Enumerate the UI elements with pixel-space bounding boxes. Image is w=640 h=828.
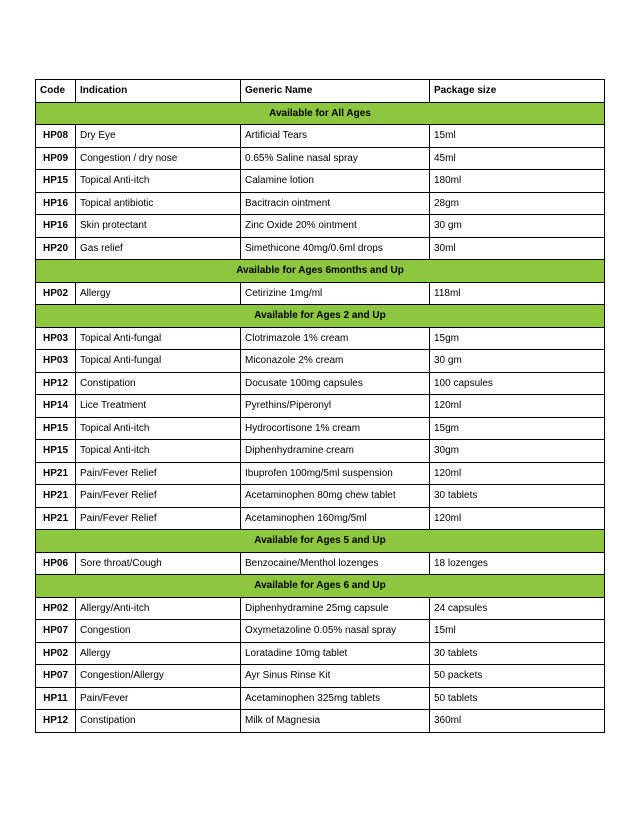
cell-indication: Allergy — [76, 282, 241, 305]
table-row — [36, 125, 605, 148]
cell-indication: Topical Anti-itch — [76, 170, 241, 193]
table-row — [36, 642, 605, 665]
table-row — [36, 372, 605, 395]
table-row — [36, 597, 605, 620]
cell-code: HP09 — [36, 147, 76, 170]
cell-code: HP12 — [36, 372, 76, 395]
cell-generic-name: Loratadine 10mg tablet — [241, 642, 430, 665]
section-header-row — [36, 305, 605, 328]
cell-indication: Skin protectant — [76, 215, 241, 238]
header-code: Code — [36, 80, 76, 103]
cell-generic-name: Diphenhydramine cream — [241, 440, 430, 463]
header-package-size: Package size — [430, 80, 605, 103]
cell-indication: Congestion / dry nose — [76, 147, 241, 170]
cell-indication: Pain/Fever — [76, 687, 241, 710]
cell-code: HP21 — [36, 485, 76, 508]
table-row — [36, 192, 605, 215]
cell-package-size: 30 tablets — [430, 642, 605, 665]
section-title: Available for Ages 2 and Up — [36, 305, 605, 328]
cell-indication: Pain/Fever Relief — [76, 507, 241, 530]
cell-code: HP08 — [36, 125, 76, 148]
cell-code: HP20 — [36, 237, 76, 260]
section-header-row — [36, 102, 605, 125]
cell-code: HP15 — [36, 417, 76, 440]
cell-generic-name: Calamine lotion — [241, 170, 430, 193]
section-title: Available for Ages 5 and Up — [36, 530, 605, 553]
cell-generic-name: Acetaminophen 160mg/5ml — [241, 507, 430, 530]
table-row — [36, 170, 605, 193]
cell-package-size: 360ml — [430, 710, 605, 733]
cell-indication: Topical Anti-itch — [76, 440, 241, 463]
cell-indication: Pain/Fever Relief — [76, 485, 241, 508]
cell-indication: Congestion — [76, 620, 241, 643]
cell-indication: Allergy/Anti-itch — [76, 597, 241, 620]
table-row — [36, 665, 605, 688]
cell-package-size: 30gm — [430, 440, 605, 463]
cell-package-size: 45ml — [430, 147, 605, 170]
header-generic-name: Generic Name — [241, 80, 430, 103]
cell-generic-name: Acetaminophen 80mg chew tablet — [241, 485, 430, 508]
cell-code: HP16 — [36, 215, 76, 238]
cell-generic-name: Miconazole 2% cream — [241, 350, 430, 373]
cell-package-size: 120ml — [430, 507, 605, 530]
cell-package-size: 18 lozenges — [430, 552, 605, 575]
cell-package-size: 120ml — [430, 395, 605, 418]
cell-generic-name: Pyrethins/Piperonyl — [241, 395, 430, 418]
cell-code: HP07 — [36, 665, 76, 688]
table-row — [36, 710, 605, 733]
cell-code: HP06 — [36, 552, 76, 575]
cell-generic-name: Acetaminophen 325mg tablets — [241, 687, 430, 710]
cell-code: HP02 — [36, 642, 76, 665]
cell-generic-name: Benzocaine/Menthol lozenges — [241, 552, 430, 575]
cell-indication: Lice Treatment — [76, 395, 241, 418]
cell-indication: Allergy — [76, 642, 241, 665]
section-title: Available for All Ages — [36, 102, 605, 125]
cell-generic-name: Cetirizine 1mg/ml — [241, 282, 430, 305]
cell-code: HP14 — [36, 395, 76, 418]
table-row — [36, 417, 605, 440]
table-row — [36, 507, 605, 530]
cell-code: HP16 — [36, 192, 76, 215]
table-row — [36, 620, 605, 643]
table-row — [36, 687, 605, 710]
cell-code: HP12 — [36, 710, 76, 733]
table-row — [36, 350, 605, 373]
cell-generic-name: Simethicone 40mg/0.6ml drops — [241, 237, 430, 260]
cell-code: HP03 — [36, 350, 76, 373]
cell-indication: Topical antibiotic — [76, 192, 241, 215]
cell-package-size: 120ml — [430, 462, 605, 485]
table-row — [36, 237, 605, 260]
cell-generic-name: Zinc Oxide 20% ointment — [241, 215, 430, 238]
table-row — [36, 147, 605, 170]
cell-indication: Pain/Fever Relief — [76, 462, 241, 485]
section-header-row — [36, 260, 605, 283]
cell-indication: Topical Anti-itch — [76, 417, 241, 440]
cell-package-size: 180ml — [430, 170, 605, 193]
cell-package-size: 28gm — [430, 192, 605, 215]
table-row — [36, 552, 605, 575]
header-row — [36, 80, 605, 103]
cell-generic-name: Milk of Magnesia — [241, 710, 430, 733]
cell-code: HP15 — [36, 170, 76, 193]
cell-generic-name: Clotrimazole 1% cream — [241, 327, 430, 350]
cell-package-size: 50 packets — [430, 665, 605, 688]
table-row — [36, 395, 605, 418]
cell-package-size: 15gm — [430, 327, 605, 350]
cell-generic-name: Bacitracin ointment — [241, 192, 430, 215]
cell-package-size: 100 capsules — [430, 372, 605, 395]
table-row — [36, 462, 605, 485]
cell-package-size: 118ml — [430, 282, 605, 305]
cell-package-size: 30 tablets — [430, 485, 605, 508]
section-title: Available for Ages 6months and Up — [36, 260, 605, 283]
cell-package-size: 30 gm — [430, 215, 605, 238]
cell-indication: Topical Anti-fungal — [76, 350, 241, 373]
cell-package-size: 24 capsules — [430, 597, 605, 620]
header-indication: Indication — [76, 80, 241, 103]
section-title: Available for Ages 6 and Up — [36, 575, 605, 598]
cell-code: HP02 — [36, 282, 76, 305]
cell-generic-name: Hydrocortisone 1% cream — [241, 417, 430, 440]
cell-generic-name: Ayr Sinus Rinse Kit — [241, 665, 430, 688]
cell-generic-name: 0.65% Saline nasal spray — [241, 147, 430, 170]
cell-indication: Congestion/Allergy — [76, 665, 241, 688]
cell-code: HP15 — [36, 440, 76, 463]
table-row — [36, 282, 605, 305]
cell-generic-name: Ibuprofen 100mg/5ml suspension — [241, 462, 430, 485]
cell-generic-name: Docusate 100mg capsules — [241, 372, 430, 395]
cell-package-size: 15ml — [430, 125, 605, 148]
cell-package-size: 30 gm — [430, 350, 605, 373]
cell-indication: Topical Anti-fungal — [76, 327, 241, 350]
cell-generic-name: Artificial Tears — [241, 125, 430, 148]
cell-package-size: 15gm — [430, 417, 605, 440]
table-row — [36, 440, 605, 463]
cell-code: HP02 — [36, 597, 76, 620]
cell-package-size: 30ml — [430, 237, 605, 260]
cell-generic-name: Oxymetazoline 0.05% nasal spray — [241, 620, 430, 643]
cell-indication: Dry Eye — [76, 125, 241, 148]
cell-generic-name: Diphenhydramine 25mg capsule — [241, 597, 430, 620]
cell-indication: Sore throat/Cough — [76, 552, 241, 575]
cell-code: HP21 — [36, 462, 76, 485]
cell-indication: Constipation — [76, 710, 241, 733]
cell-code: HP11 — [36, 687, 76, 710]
cell-package-size: 15ml — [430, 620, 605, 643]
table-row — [36, 485, 605, 508]
table-row — [36, 215, 605, 238]
cell-code: HP03 — [36, 327, 76, 350]
cell-indication: Constipation — [76, 372, 241, 395]
table-body — [36, 102, 605, 732]
cell-package-size: 50 tablets — [430, 687, 605, 710]
section-header-row — [36, 530, 605, 553]
section-header-row — [36, 575, 605, 598]
cell-indication: Gas relief — [76, 237, 241, 260]
cell-code: HP21 — [36, 507, 76, 530]
cell-code: HP07 — [36, 620, 76, 643]
medication-table — [35, 79, 605, 733]
table-row — [36, 327, 605, 350]
